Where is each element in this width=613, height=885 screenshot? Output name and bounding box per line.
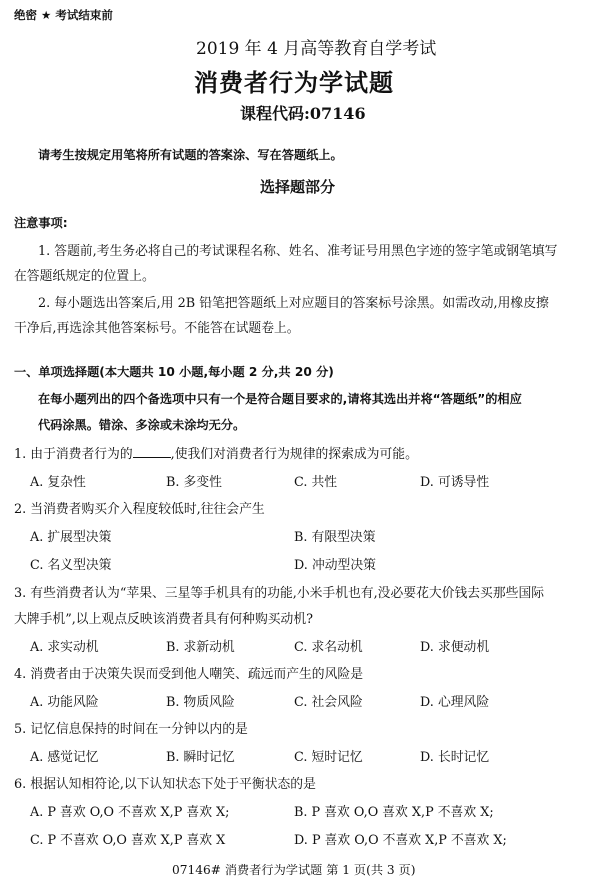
q3-option-a: A. 求实动机 bbox=[30, 640, 99, 655]
q4-option-a: A. 功能风险 bbox=[30, 695, 99, 710]
notes-heading: 注意事项: bbox=[14, 216, 68, 230]
q5-option-a: A. 感觉记忆 bbox=[30, 750, 99, 765]
part-1-heading: 一、单项选择题(本大题共 10 小题,每小题 2 分,共 20 分) bbox=[14, 365, 334, 379]
q2-option-a: A. 扩展型决策 bbox=[30, 530, 112, 545]
q2-option-c: C. 名义型决策 bbox=[30, 558, 112, 573]
q5-option-d: D. 长时记忆 bbox=[420, 750, 490, 765]
question-1-stem bbox=[14, 443, 418, 462]
part-1-instruction-line-1: 在每小题列出的四个备选项中只有一个是符合题目要求的,请将其选出并将“答题纸”的相应 bbox=[38, 392, 522, 406]
paper-title: 消费者行为学试题 bbox=[194, 69, 394, 97]
question-1-stem-end: ,使我们对消费者行为规律的探索成为可能。 bbox=[170, 447, 418, 462]
q3-option-c: C. 求名动机 bbox=[294, 640, 363, 655]
secret-mark: 绝密 ★ 考试结束前 bbox=[14, 8, 113, 22]
question-2-stem: 2. 当消费者购买介入程度较低时,往往会产生 bbox=[14, 502, 265, 517]
q4-option-c: C. 社会风险 bbox=[294, 695, 363, 710]
exam-title: 2019 年 4 月高等教育自学考试 bbox=[196, 39, 437, 59]
note-2-line-1: 2. 每小题选出答案后,用 2B 铅笔把答题纸上对应题目的答案标号涂黑。如需改动,用橡皮擦 bbox=[38, 296, 549, 311]
q2-option-b: B. 有限型决策 bbox=[294, 530, 376, 545]
q5-option-c: C. 短时记忆 bbox=[294, 750, 363, 765]
page-footer: 07146# 消费者行为学试题 第 1 页(共 3 页) bbox=[172, 863, 416, 877]
question-4-stem: 4. 消费者由于决策失误而受到他人嘲笑、疏远而产生的风险是 bbox=[14, 667, 363, 682]
q4-option-d: D. 心理风险 bbox=[420, 695, 490, 710]
q1-option-a: A. 复杂性 bbox=[30, 475, 86, 490]
part-1-instruction-line-2: 代码涂黑。错涂、多涂或未涂均无分。 bbox=[38, 418, 246, 432]
q6-option-c: C. P 不喜欢 O,O 喜欢 X,P 喜欢 X bbox=[30, 833, 226, 848]
q2-option-d: D. 冲动型决策 bbox=[294, 558, 376, 573]
note-1-line-1: 1. 答题前,考生务必将自己的考试课程名称、姓名、准考证号用黑色字迹的签字笔或钢笔填写 bbox=[38, 244, 558, 259]
q1-option-d: D. 可诱导性 bbox=[420, 475, 490, 490]
q5-option-b: B. 瞬时记忆 bbox=[166, 750, 235, 765]
note-2-line-2: 干净后,再选涂其他答案标号。不能答在试题卷上。 bbox=[14, 321, 300, 336]
answer-blank bbox=[133, 446, 171, 458]
q1-option-b: B. 多变性 bbox=[166, 475, 222, 490]
q4-option-b: B. 物质风险 bbox=[166, 695, 235, 710]
course-code: 课程代码:07146 bbox=[240, 104, 366, 123]
question-5-stem: 5. 记忆信息保持的时间在一分钟以内的是 bbox=[14, 722, 248, 737]
q1-option-c: C. 共性 bbox=[294, 475, 338, 490]
q3-option-b: B. 求新动机 bbox=[166, 640, 235, 655]
q6-option-a: A. P 喜欢 O,O 不喜欢 X,P 喜欢 X; bbox=[30, 805, 230, 820]
question-3-stem-line-2: 大牌手机”,以上观点反映该消费者具有何种购买动机? bbox=[14, 612, 314, 627]
question-3-stem-line-1: 3. 有些消费者认为“苹果、三星等手机具有的功能,小米手机也有,没必要花大价钱去买那些国际 bbox=[14, 586, 545, 601]
section-title: 选择题部分 bbox=[260, 178, 336, 196]
question-6-stem: 6. 根据认知相符论,以下认知状态下处于平衡状态的是 bbox=[14, 777, 316, 792]
note-1-line-2: 在答题纸规定的位置上。 bbox=[14, 269, 155, 284]
question-1-stem-start: 1. 由于消费者行为的 bbox=[14, 447, 133, 462]
q6-option-b: B. P 喜欢 O,O 喜欢 X,P 不喜欢 X; bbox=[294, 805, 494, 820]
q3-option-d: D. 求便动机 bbox=[420, 640, 490, 655]
q6-option-d: D. P 喜欢 O,O 不喜欢 X,P 不喜欢 X; bbox=[294, 833, 507, 848]
answer-instruction: 请考生按规定用笔将所有试题的答案涂、写在答题纸上。 bbox=[38, 148, 343, 162]
